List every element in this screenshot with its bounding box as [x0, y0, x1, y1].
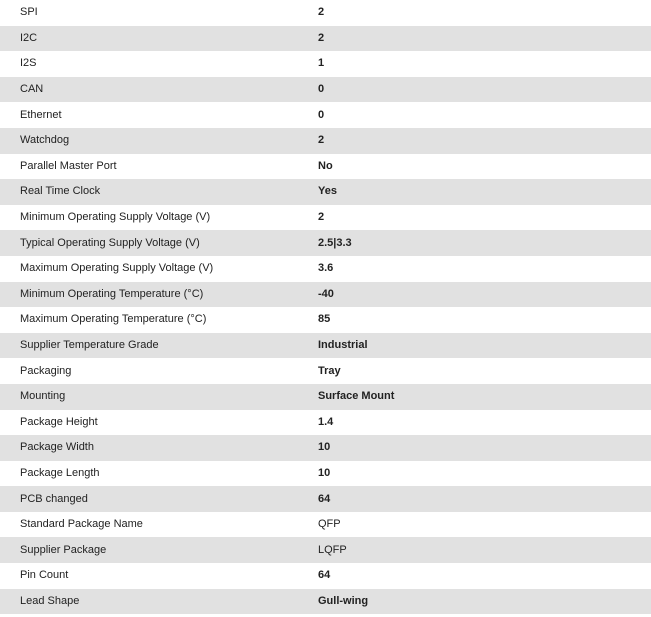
spec-row-package-length — [0, 461, 651, 487]
spec-value: 2 — [318, 128, 651, 154]
spec-row-typ-supply-voltage — [0, 230, 651, 256]
spec-value: 0 — [318, 108, 325, 121]
spec-label: Package Width — [0, 435, 318, 461]
spec-row-package-height — [0, 410, 651, 436]
spec-label: Minimum Operating Supply Voltage (V) — [20, 211, 211, 224]
spec-label: Watchdog — [0, 128, 318, 154]
spec-label: Supplier Package — [0, 537, 318, 563]
spec-value: LQFP — [318, 537, 651, 563]
spec-value: 10 — [318, 466, 331, 479]
spec-value: QFP — [318, 518, 341, 531]
spec-row-min-supply-voltage — [0, 205, 651, 231]
spec-label: Lead Shape — [0, 589, 318, 615]
spec-label: PCB changed — [0, 486, 318, 512]
spec-row-can — [0, 77, 651, 103]
spec-row-mounting — [0, 384, 651, 410]
spec-label: Supplier Temperature Grade — [0, 333, 318, 359]
spec-row-packaging — [0, 358, 651, 384]
spec-label: SPI — [20, 6, 38, 19]
spec-value: 2 — [318, 6, 325, 19]
spec-value: Tray — [318, 364, 341, 377]
spec-row-standard-package-name — [0, 512, 651, 538]
spec-label: Typical Operating Supply Voltage (V) — [0, 230, 318, 256]
spec-value: Industrial — [318, 333, 651, 359]
spec-label: I2C — [0, 26, 318, 52]
spec-row-temperature-grade — [0, 333, 651, 359]
spec-label: Minimum Operating Temperature (°C) — [0, 282, 318, 308]
spec-label: Pin Count — [20, 569, 69, 582]
spec-value: Yes — [318, 179, 651, 205]
spec-label: Mounting — [0, 384, 318, 410]
spec-value: 2.5|3.3 — [318, 230, 651, 256]
spec-row-ethernet — [0, 102, 651, 128]
spec-row-lead-shape — [0, 589, 651, 615]
spec-row-parallel-master-port — [0, 154, 651, 180]
spec-label: Package Length — [20, 466, 100, 479]
spec-value: 3.6 — [318, 262, 334, 275]
spec-row-i2c — [0, 26, 651, 52]
spec-value: 10 — [318, 435, 651, 461]
spec-value: Surface Mount — [318, 384, 651, 410]
spec-row-pcb-changed — [0, 486, 651, 512]
spec-value: Gull-wing — [318, 589, 651, 615]
spec-label: Maximum Operating Temperature (°C) — [20, 313, 207, 326]
spec-row-supplier-package — [0, 537, 651, 563]
spec-label: Package Height — [20, 415, 98, 428]
spec-row-max-supply-voltage — [0, 256, 651, 282]
spec-value: 64 — [318, 486, 651, 512]
spec-label: CAN — [0, 77, 318, 103]
spec-row-min-temperature — [0, 282, 651, 308]
spec-value: -40 — [318, 282, 651, 308]
spec-value: 64 — [318, 569, 331, 582]
spec-value: No — [318, 159, 333, 172]
spec-row-spi — [0, 0, 651, 26]
spec-value: 0 — [318, 77, 651, 103]
spec-row-real-time-clock — [0, 179, 651, 205]
spec-label: Parallel Master Port — [20, 159, 117, 172]
spec-value: 2 — [318, 26, 651, 52]
spec-label: Packaging — [20, 364, 72, 377]
spec-value: 2 — [318, 211, 325, 224]
spec-label: Standard Package Name — [20, 518, 143, 531]
spec-label: Real Time Clock — [0, 179, 318, 205]
spec-row-watchdog — [0, 128, 651, 154]
spec-row-pin-count — [0, 563, 651, 589]
spec-row-package-width — [0, 435, 651, 461]
spec-value: 1.4 — [318, 415, 334, 428]
spec-value: 1 — [318, 57, 325, 70]
spec-row-max-temperature — [0, 307, 651, 333]
spec-value: 85 — [318, 313, 331, 326]
spec-label: Maximum Operating Supply Voltage (V) — [20, 262, 214, 275]
spec-label: I2S — [20, 57, 37, 70]
spec-row-i2s — [0, 51, 651, 77]
spec-label: Ethernet — [20, 108, 62, 121]
